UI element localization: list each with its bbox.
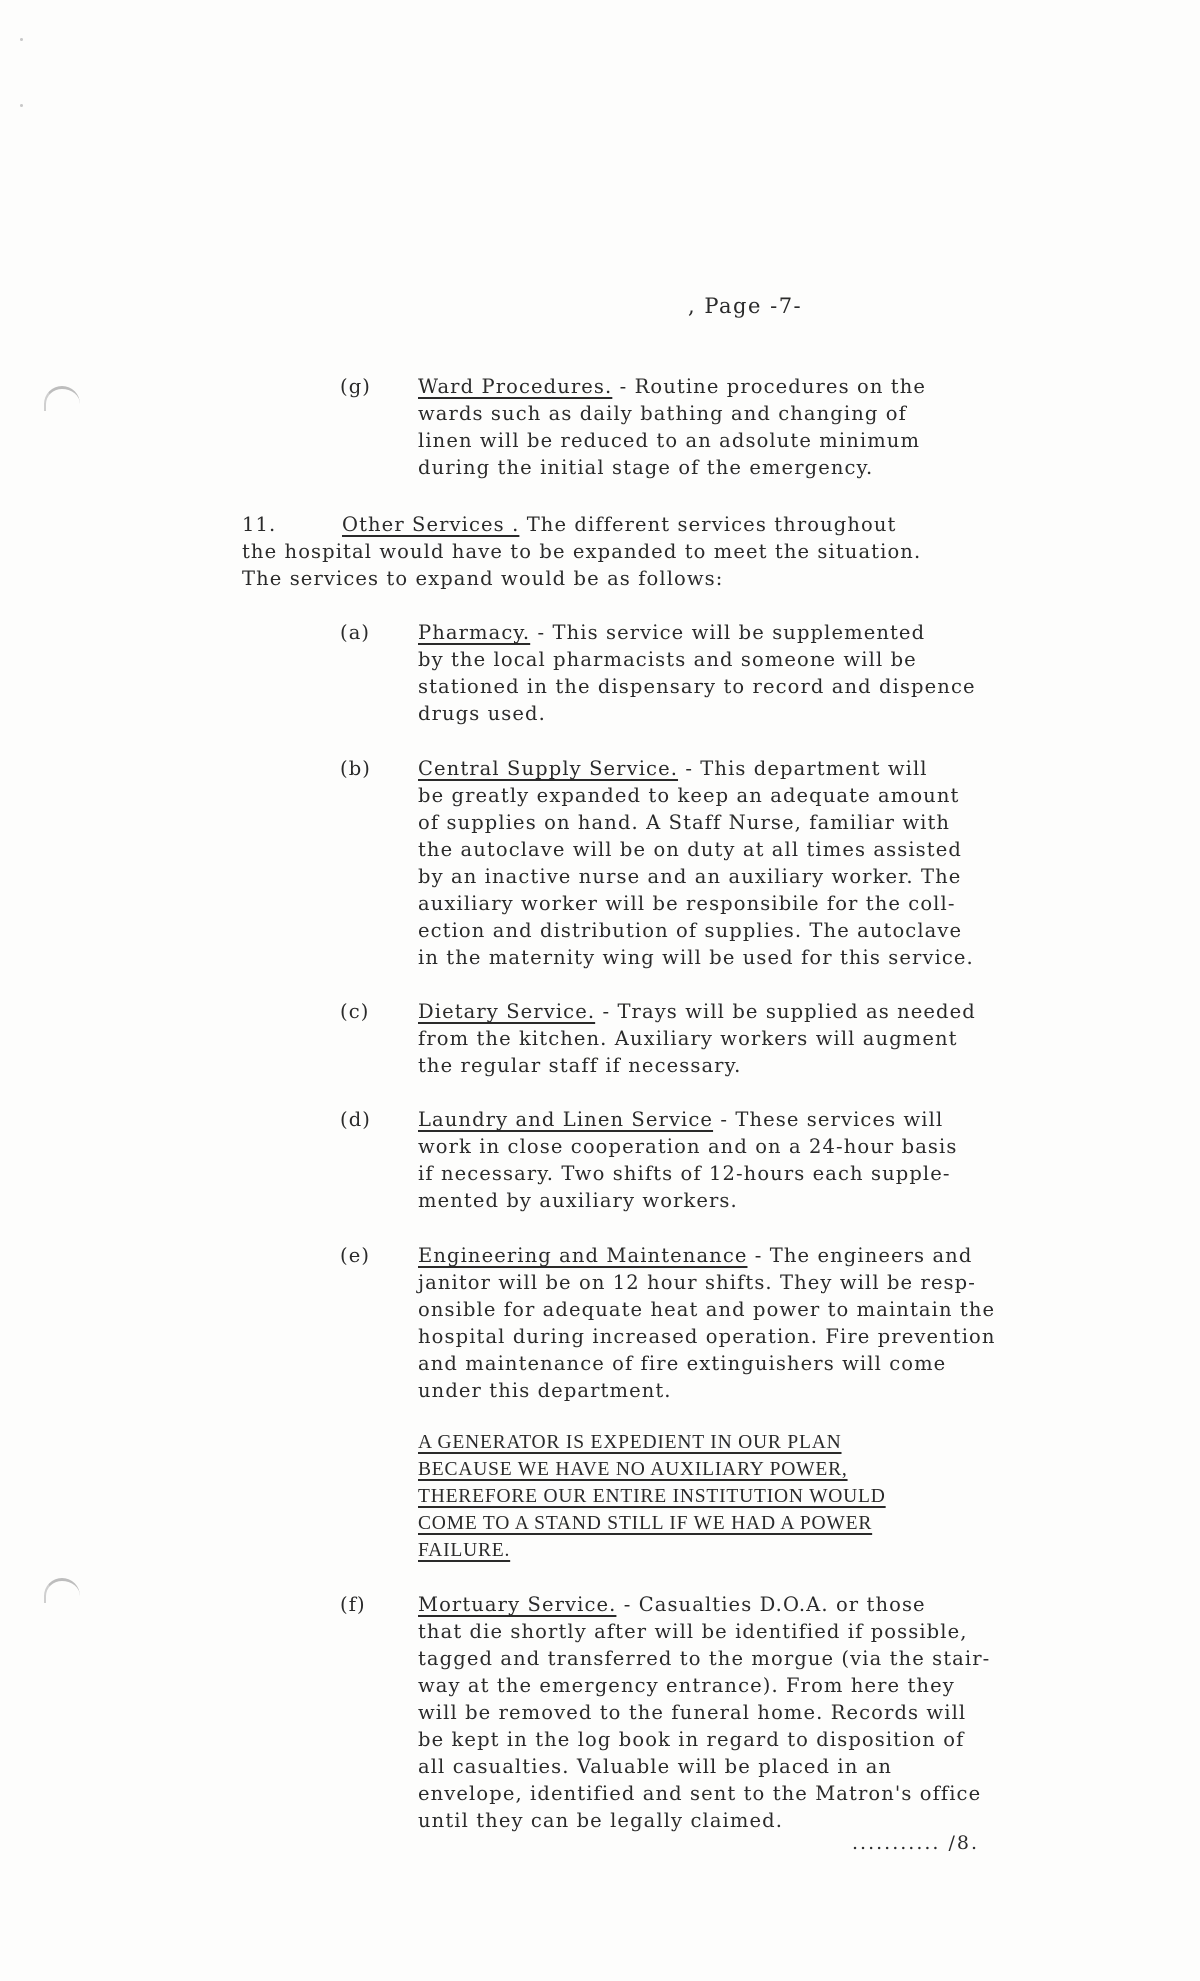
item-content <box>418 619 1058 727</box>
note-line: FAILURE. <box>418 1540 511 1561</box>
text-line: - These services will <box>713 1108 944 1131</box>
text-line: The services to expand would be as follows: <box>242 567 724 590</box>
text-line: and maintenance of fire extinguishers will come <box>418 1352 947 1375</box>
text-line: until they can be legally claimed. <box>418 1809 784 1832</box>
punch-hole-mark <box>44 1578 80 1603</box>
note-line: THEREFORE OUR ENTIRE INSTITUTION WOULD <box>418 1486 886 1507</box>
item-content <box>418 755 1058 971</box>
continued-marker: ........... /8. <box>852 1832 980 1854</box>
item-letter: (a) <box>340 621 371 644</box>
text-line: - Trays will be supplied as needed <box>595 1000 976 1023</box>
item-letter: (c) <box>340 1000 370 1023</box>
text-line: by the local pharmacists and someone will be <box>418 648 917 671</box>
text-line: onsible for adequate heat and power to maintain the <box>418 1298 996 1321</box>
section-title: Other Services . <box>342 513 520 536</box>
text-line: by an inactive nurse and an auxiliary worker. The <box>418 865 962 888</box>
text-line: linen will be reduced to an adsolute minimum <box>418 429 921 452</box>
text-line: if necessary. Two shifts of 12-hours each supple- <box>418 1162 951 1185</box>
text-line: the autoclave will be on duty at all times assisted <box>418 838 962 861</box>
page-header: , Page -7- <box>688 294 803 318</box>
text-line: envelope, identified and sent to the Matron's office <box>418 1782 982 1805</box>
text-line: under this department. <box>418 1379 672 1402</box>
text-line: auxiliary worker will be responsibile for the coll- <box>418 892 956 915</box>
item-letter: (f) <box>340 1593 366 1616</box>
text-line: of supplies on hand. A Staff Nurse, familiar with <box>418 811 951 834</box>
note-line: BECAUSE WE HAVE NO AUXILIARY POWER, <box>418 1459 848 1480</box>
text-line: janitor will be on 12 hour shifts. They will be resp- <box>418 1271 976 1294</box>
text-line: be greatly expanded to keep an adequate amount <box>418 784 960 807</box>
text-line: the hospital would have to be expanded to meet the situation. <box>242 540 922 563</box>
item-letter: (d) <box>340 1108 371 1131</box>
item-title: Dietary Service. <box>418 1000 596 1023</box>
note-line: COME TO A STAND STILL IF WE HAD A POWER <box>418 1513 873 1534</box>
item-title: Laundry and Linen Service <box>418 1108 714 1131</box>
text-line: - The engineers and <box>747 1244 973 1267</box>
text-line: the regular staff if necessary. <box>418 1054 742 1077</box>
item-title: Engineering and Maintenance <box>418 1244 748 1267</box>
text-line: wards such as daily bathing and changing of <box>418 402 907 425</box>
text-line: during the initial stage of the emergency. <box>418 456 874 479</box>
text-line: all casualties. Valuable will be placed in an <box>418 1755 893 1778</box>
text-line: mented by auxiliary workers. <box>418 1189 738 1212</box>
text-line: The different services throughout <box>519 513 897 536</box>
punch-hole-mark <box>44 386 80 411</box>
text-line: - This service will be supplemented <box>530 621 926 644</box>
paper-speck <box>20 104 23 107</box>
text-line: - This department will <box>678 757 928 780</box>
item-title: Pharmacy. <box>418 621 531 644</box>
text-line: be kept in the log book in regard to disposition of <box>418 1728 965 1751</box>
generator-note <box>418 1429 1058 1564</box>
section-other-services <box>242 511 1022 592</box>
text-line: drugs used. <box>418 702 546 725</box>
text-line: that die shortly after will be identified if possible, <box>418 1620 968 1643</box>
text-line: way at the emergency entrance). From here they <box>418 1674 955 1697</box>
text-line: - Routine procedures on the <box>612 375 927 398</box>
item-content <box>418 373 1058 481</box>
text-line: stationed in the dispensary to record and dispence <box>418 675 976 698</box>
item-title: Ward Procedures. <box>418 375 613 398</box>
item-title: Central Supply Service. <box>418 757 679 780</box>
section-number: 11. <box>242 513 277 536</box>
text-line: in the maternity wing will be used for this service. <box>418 946 974 969</box>
text-line: will be removed to the funeral home. Records will <box>418 1701 967 1724</box>
text-line: ection and distribution of supplies. The autoclave <box>418 919 963 942</box>
note-line: A GENERATOR IS EXPEDIENT IN OUR PLAN <box>418 1432 842 1453</box>
item-content <box>418 1242 1058 1404</box>
item-content <box>418 1591 1058 1834</box>
item-title: Mortuary Service. <box>418 1593 617 1616</box>
paper-speck <box>20 38 23 41</box>
item-content <box>418 1106 1058 1214</box>
item-letter: (b) <box>340 757 371 780</box>
item-content <box>418 998 1058 1079</box>
text-line: - Casualties D.O.A. or those <box>616 1593 926 1616</box>
item-letter: (e) <box>340 1244 371 1267</box>
item-letter: (g) <box>340 375 371 398</box>
text-line: from the kitchen. Auxiliary workers will augment <box>418 1027 958 1050</box>
text-line: tagged and transferred to the morgue (via the stair- <box>418 1647 991 1670</box>
text-line: hospital during increased operation. Fire prevention <box>418 1325 996 1348</box>
text-line: work in close cooperation and on a 24-hour basis <box>418 1135 958 1158</box>
